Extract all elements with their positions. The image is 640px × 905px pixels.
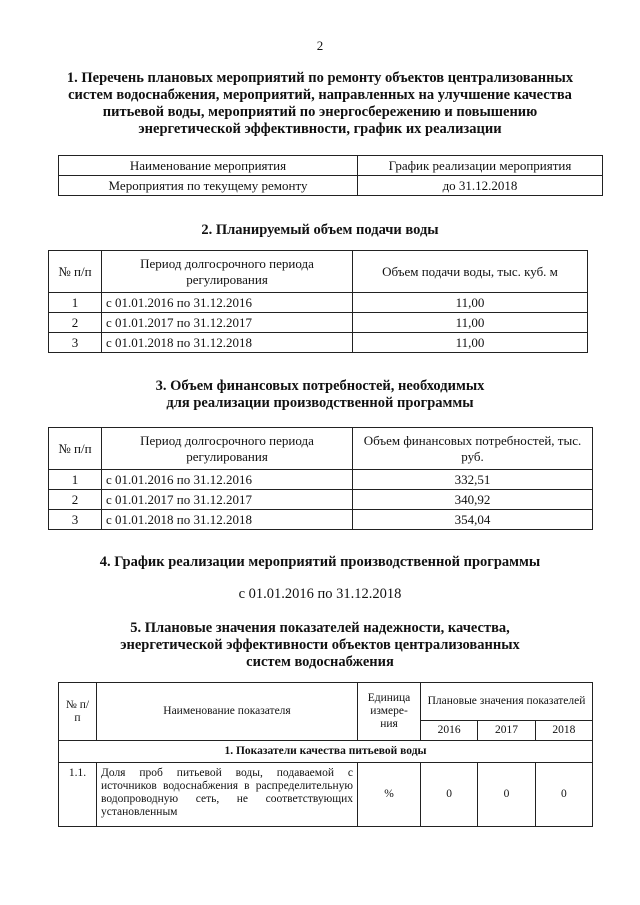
section1-row-name: Мероприятия по текущему ремонту — [59, 176, 358, 196]
row-period: с 01.01.2018 по 31.12.2018 — [102, 510, 353, 530]
section5-header-planned: Плановые значения показателей — [421, 683, 593, 721]
section5-header-name: Наименование показателя — [97, 683, 358, 741]
table-row — [49, 510, 593, 530]
row-value: 0 — [478, 763, 535, 827]
section2-header-period: Период долгосрочного периода регулирования — [102, 251, 353, 293]
row-unit: % — [358, 763, 421, 827]
row-value: 0 — [535, 763, 592, 827]
row-num: 1.1. — [59, 763, 97, 827]
row-value: 0 — [421, 763, 478, 827]
table-row — [49, 490, 593, 510]
row-volume: 11,00 — [353, 313, 588, 333]
section3-table — [48, 427, 593, 530]
section5-header-year: 2016 — [421, 721, 478, 741]
section5-title: 5. Плановые значения показателей надежности, качества, энергетической эффективности объектов централизованных систем водоснабжения — [120, 620, 520, 670]
section2-header-volume: Объем подачи воды, тыс. куб. м — [353, 251, 588, 293]
row-num: 1 — [49, 470, 102, 490]
section2-title: 2. Планируемый объем подачи воды — [201, 222, 439, 238]
section1-header-schedule: График реализации мероприятия — [358, 156, 603, 176]
row-period: с 01.01.2016 по 31.12.2016 — [102, 293, 353, 313]
section2-header-num: № п/п — [49, 251, 102, 293]
row-finance: 354,04 — [353, 510, 593, 530]
section1-header-name: Наименование мероприятия — [59, 156, 358, 176]
section4-title: 4. График реализации мероприятий производственной программы — [99, 554, 541, 570]
table-row — [49, 333, 588, 353]
row-num: 3 — [49, 333, 102, 353]
row-num: 2 — [49, 490, 102, 510]
section3-header-finance: Объем финансовых потребностей, тыс. руб. — [353, 428, 593, 470]
section1-row-schedule: до 31.12.2018 — [358, 176, 603, 196]
row-period: с 01.01.2017 по 31.12.2017 — [102, 490, 353, 510]
section2-table — [48, 250, 588, 353]
section4-period: с 01.01.2016 по 31.12.2018 — [238, 586, 402, 602]
section3-header-period: Период долгосрочного периода регулирования — [102, 428, 353, 470]
section3-title: 3. Объем финансовых потребностей, необходимых для реализации производственной программы — [155, 378, 485, 411]
row-period: с 01.01.2016 по 31.12.2016 — [102, 470, 353, 490]
section5-table — [58, 682, 593, 827]
section5-group-title: 1. Показатели качества питьевой воды — [59, 741, 593, 763]
table-row — [59, 763, 593, 827]
section5-header-year: 2018 — [535, 721, 592, 741]
row-num: 3 — [49, 510, 102, 530]
row-num: 1 — [49, 293, 102, 313]
row-period: с 01.01.2017 по 31.12.2017 — [102, 313, 353, 333]
row-volume: 11,00 — [353, 333, 588, 353]
row-period: с 01.01.2018 по 31.12.2018 — [102, 333, 353, 353]
section5-header-year: 2017 — [478, 721, 535, 741]
section5-header-unit: Единица измере-ния — [358, 683, 421, 741]
row-finance: 340,92 — [353, 490, 593, 510]
row-volume: 11,00 — [353, 293, 588, 313]
section1-table — [58, 155, 603, 196]
row-indicator-name: Доля проб питьевой воды, подаваемой с источников водоснабжения в распределительную водопроводную сеть, не соответствующих установленным — [97, 763, 358, 827]
table-row — [49, 313, 588, 333]
section5-header-num: № п/п — [59, 683, 97, 741]
row-finance: 332,51 — [353, 470, 593, 490]
section1-title: 1. Перечень плановых мероприятий по ремонту объектов централизованных систем водоснабжения, мероприятий, направленных на улучшение качества питьевой воды, мероприятий по энергосбережению и повышению энергетической эффективности, график их реализации — [66, 70, 574, 137]
table-row — [49, 470, 593, 490]
section3-header-num: № п/п — [49, 428, 102, 470]
table-row — [49, 293, 588, 313]
page-number: 2 — [316, 38, 324, 53]
row-num: 2 — [49, 313, 102, 333]
